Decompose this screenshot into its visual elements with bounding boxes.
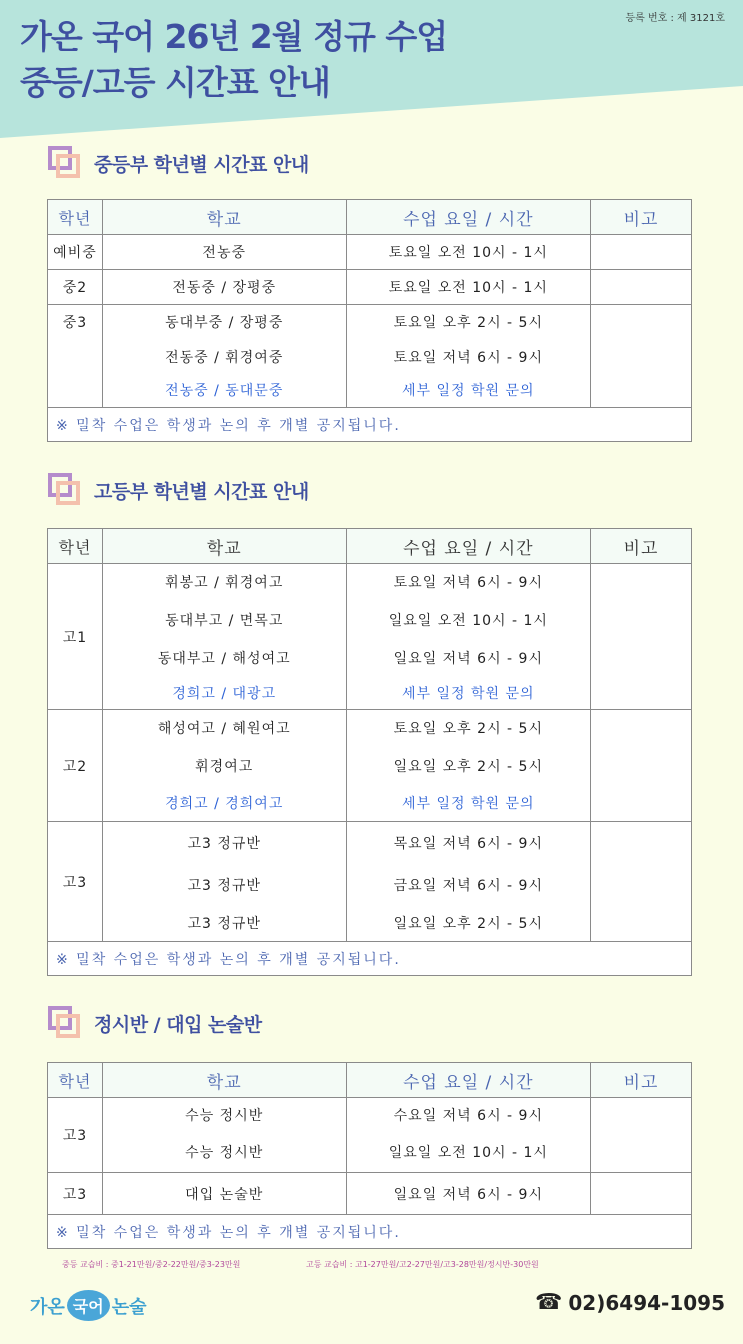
note-cell [591, 864, 692, 906]
time-cell: 일요일 오전 10시 - 1시 [346, 1133, 591, 1173]
header-time: 수업 요일 / 시간 [346, 529, 591, 564]
header-time: 수업 요일 / 시간 [346, 1063, 591, 1098]
school-cell: 해성여고 / 혜원여고 [102, 710, 346, 746]
table-row [48, 822, 692, 864]
page-title-line1: 가온 국어 26년 2월 정규 수업 [20, 17, 448, 56]
table-row [48, 340, 692, 374]
header-grade: 학년 [48, 529, 103, 564]
table-row [48, 906, 692, 942]
school-cell: 동대부중 / 장평중 [102, 305, 346, 340]
school-cell: 고3 정규반 [102, 906, 346, 942]
grade-cell: 예비중 [48, 235, 103, 270]
table-row [48, 564, 692, 600]
time-cell: 일요일 저녁 6시 - 9시 [346, 640, 591, 677]
table-note-row [48, 942, 692, 976]
header-grade: 학년 [48, 200, 103, 235]
table-row [48, 710, 692, 746]
middle-fees: 중등 교습비 : 중1-21만원/중2-22만원/중3-23만원 [62, 1260, 241, 1269]
section-middle-title: 중등부 학년별 시간표 안내 [94, 153, 309, 176]
grade-cell: 고3 [48, 1098, 103, 1173]
time-cell: 토요일 오후 2시 - 5시 [346, 305, 591, 340]
registration-number: 등록 번호 : 제 3121호 [625, 13, 725, 24]
note-cell [591, 340, 692, 374]
note-text: ※ 밀착 수업은 학생과 논의 후 개별 공지됩니다. [48, 942, 692, 976]
time-cell: 세부 일정 학원 문의 [346, 374, 591, 408]
note-cell [591, 374, 692, 408]
header-note: 비고 [591, 529, 692, 564]
grade-cell: 고1 [48, 564, 103, 710]
grade-cell [48, 374, 103, 408]
header-time: 수업 요일 / 시간 [346, 200, 591, 235]
section-high-header [48, 473, 309, 507]
special-schedule-table [47, 1062, 692, 1249]
table-header-row [48, 529, 692, 564]
grade-cell: 중3 [48, 305, 103, 340]
school-cell: 경희고 / 대광고 [102, 677, 346, 710]
high-fees: 고등 교습비 : 고1-27만원/고2-27만원/고3-28만원/정시반-30만원 [306, 1260, 539, 1269]
school-cell: 전동중 / 휘경여중 [102, 340, 346, 374]
note-cell [591, 270, 692, 305]
grade-cell: 고3 [48, 822, 103, 942]
table-row [48, 600, 692, 640]
note-cell [591, 600, 692, 640]
note-cell [591, 1133, 692, 1173]
school-cell: 수능 정시반 [102, 1133, 346, 1173]
table-row [48, 786, 692, 822]
logo-bubble-text: 국어 [67, 1290, 110, 1321]
logo-left-text: 가온 [30, 1296, 65, 1318]
table-row [48, 746, 692, 786]
table-row [48, 1173, 692, 1215]
note-text: ※ 밀착 수업은 학생과 논의 후 개별 공지됩니다. [48, 1215, 692, 1249]
grade-cell [48, 340, 103, 374]
school-cell: 대입 논술반 [102, 1173, 346, 1215]
school-cell: 전농중 / 동대문중 [102, 374, 346, 408]
academy-logo [30, 1290, 146, 1321]
grade-cell: 고3 [48, 1173, 103, 1215]
section-squares-icon [48, 1006, 82, 1040]
section-special-title: 정시반 / 대입 논술반 [94, 1013, 262, 1036]
section-middle-header [48, 146, 309, 180]
school-cell: 전농중 [102, 235, 346, 270]
school-cell: 휘경여고 [102, 746, 346, 786]
table-row [48, 640, 692, 677]
grade-cell: 고2 [48, 710, 103, 822]
section-squares-icon [48, 473, 82, 507]
table-note-row [48, 408, 692, 442]
school-cell: 고3 정규반 [102, 822, 346, 864]
school-cell: 고3 정규반 [102, 864, 346, 906]
logo-right-text: 논술 [111, 1296, 147, 1318]
table-row [48, 864, 692, 906]
note-cell [591, 906, 692, 942]
header-note: 비고 [591, 1063, 692, 1098]
note-cell [591, 235, 692, 270]
page-title [20, 14, 447, 106]
phone-number: 02)6494-1095 [568, 1290, 725, 1315]
time-cell: 목요일 저녁 6시 - 9시 [346, 822, 591, 864]
table-row [48, 1098, 692, 1133]
header-school: 학교 [102, 200, 346, 235]
table-header-row [48, 200, 692, 235]
time-cell: 토요일 오후 2시 - 5시 [346, 710, 591, 746]
school-cell: 전동중 / 장평중 [102, 270, 346, 305]
phone-icon: ☎ [534, 1290, 563, 1315]
header-school: 학교 [102, 529, 346, 564]
time-cell: 토요일 저녁 6시 - 9시 [346, 340, 591, 374]
time-cell: 토요일 오전 10시 - 1시 [346, 235, 591, 270]
note-cell [591, 710, 692, 746]
table-row [48, 270, 692, 305]
note-cell [591, 1173, 692, 1215]
note-cell [591, 786, 692, 822]
table-note-row [48, 1215, 692, 1249]
page-title-line2: 중등/고등 시간표 안내 [20, 63, 330, 102]
time-cell: 세부 일정 학원 문의 [346, 677, 591, 710]
section-special-header [48, 1006, 262, 1040]
note-text: ※ 밀착 수업은 학생과 논의 후 개별 공지됩니다. [48, 408, 692, 442]
note-cell [591, 305, 692, 340]
table-row [48, 677, 692, 710]
note-cell [591, 746, 692, 786]
header-note: 비고 [591, 200, 692, 235]
grade-cell: 중2 [48, 270, 103, 305]
header-grade: 학년 [48, 1063, 103, 1098]
table-row [48, 235, 692, 270]
section-squares-icon [48, 146, 82, 180]
time-cell: 일요일 저녁 6시 - 9시 [346, 1173, 591, 1215]
school-cell: 휘봉고 / 휘경여고 [102, 564, 346, 600]
time-cell: 일요일 오전 10시 - 1시 [346, 600, 591, 640]
table-header-row [48, 1063, 692, 1098]
note-cell [591, 677, 692, 710]
school-cell: 경희고 / 경희여고 [102, 786, 346, 822]
note-cell [591, 822, 692, 864]
time-cell: 세부 일정 학원 문의 [346, 786, 591, 822]
time-cell: 일요일 오후 2시 - 5시 [346, 906, 591, 942]
time-cell: 수요일 저녁 6시 - 9시 [346, 1098, 591, 1133]
school-cell: 수능 정시반 [102, 1098, 346, 1133]
header-school: 학교 [102, 1063, 346, 1098]
middle-schedule-table [47, 199, 692, 442]
school-cell: 동대부고 / 면목고 [102, 600, 346, 640]
school-cell: 동대부고 / 해성여고 [102, 640, 346, 677]
note-cell [591, 564, 692, 600]
section-high-title: 고등부 학년별 시간표 안내 [94, 480, 309, 503]
time-cell: 일요일 오후 2시 - 5시 [346, 746, 591, 786]
time-cell: 토요일 저녁 6시 - 9시 [346, 564, 591, 600]
phone-contact[interactable] [535, 1290, 725, 1315]
note-cell [591, 1098, 692, 1133]
note-cell [591, 640, 692, 677]
high-schedule-table [47, 528, 692, 976]
table-row [48, 305, 692, 340]
table-row [48, 1133, 692, 1173]
time-cell: 금요일 저녁 6시 - 9시 [346, 864, 591, 906]
table-row [48, 374, 692, 408]
time-cell: 토요일 오전 10시 - 1시 [346, 270, 591, 305]
